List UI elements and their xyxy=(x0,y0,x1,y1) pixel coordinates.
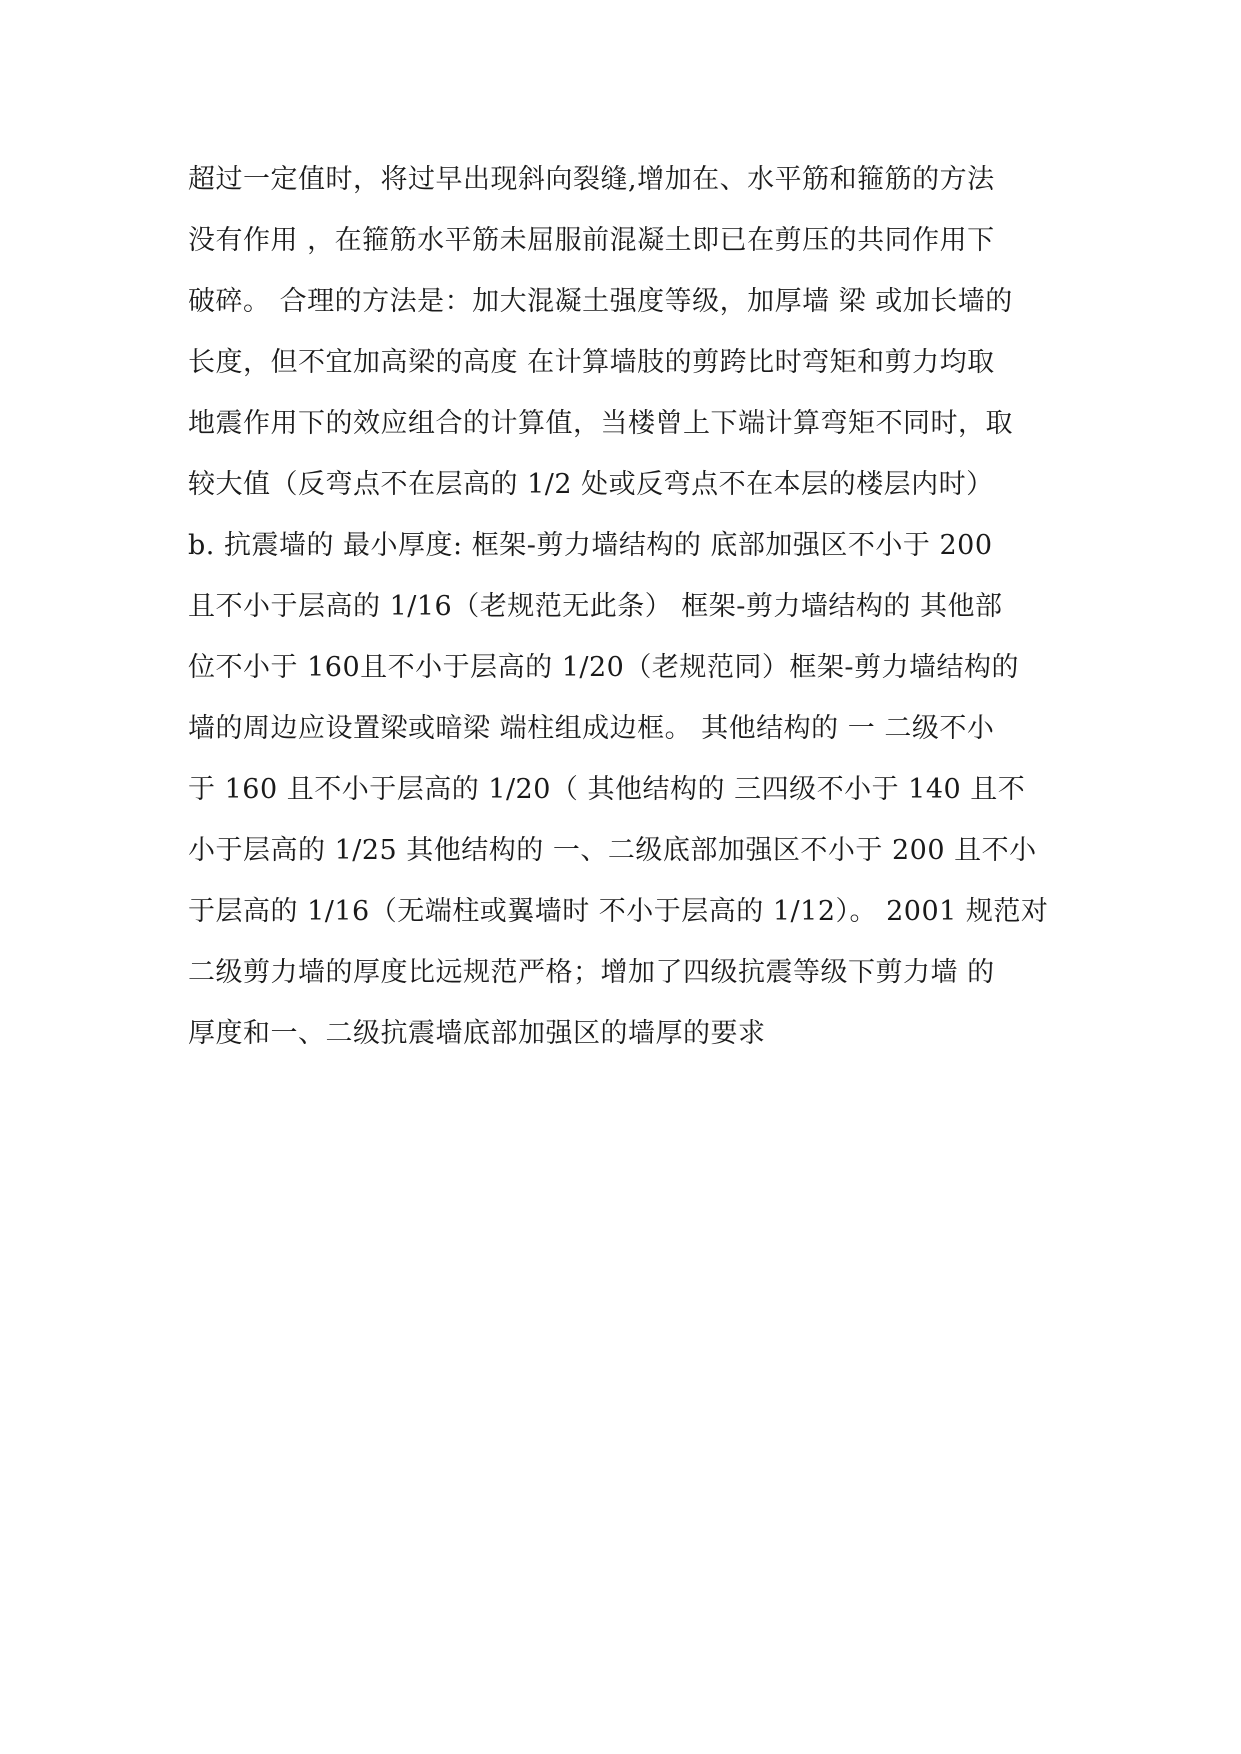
text-line: 小于层高的 1/25 其他结构的 一、二级底部加强区不小于 200 且不小 xyxy=(188,835,1037,866)
text-line: 位不小于 160且不小于层高的 1/20（老规范同）框架-剪力墙结构的 xyxy=(188,652,1019,683)
text-line: 且不小于层高的 1/16（老规范无此条） 框架-剪力墙结构的 其他部 xyxy=(188,591,1003,622)
text-line: 于层高的 1/16（无端柱或翼墙时 不小于层高的 1/12）。 2001 规范对 xyxy=(188,896,1049,927)
text-line: 长度，但不宜加高梁的高度 在计算墙肢的剪跨比时弯矩和剪力均取 xyxy=(188,347,995,378)
text-line: 地震作用下的效应组合的计算值，当楼曾上下端计算弯矩不同时，取 xyxy=(188,408,1013,439)
text-line: 墙的周边应设置梁或暗梁 端柱组成边框。 其他结构的 一 二级不小 xyxy=(188,713,995,744)
body-text xyxy=(188,160,1088,1075)
text-line: 较大值（反弯点不在层高的 1/2 处或反弯点不在本层的楼层内时） xyxy=(188,469,994,500)
text-line: 于 160 且不小于层高的 1/20（ 其他结构的 三四级不小于 140 且不 xyxy=(188,774,1026,805)
text-line: b. 抗震墙的 最小厚度: 框架-剪力墙结构的 底部加强区不小于 200 xyxy=(188,530,993,561)
text-line: 厚度和一、二级抗震墙底部加强区的墙厚的要求 xyxy=(188,1018,766,1049)
text-line: 二级剪力墙的厚度比远规范严格；增加了四级抗震等级下剪力墙 的 xyxy=(188,957,995,988)
text-line: 没有作用 ，在箍筋水平筋未屈服前混凝土即已在剪压的共同作用下 xyxy=(188,225,995,256)
text-line: 破碎。 合理的方法是：加大混凝土强度等级，加厚墙 梁 或加长墙的 xyxy=(188,286,1013,317)
text-line: 超过一定值时，将过早出现斜向裂缝,增加在、水平筋和箍筋的方法 xyxy=(188,164,995,195)
